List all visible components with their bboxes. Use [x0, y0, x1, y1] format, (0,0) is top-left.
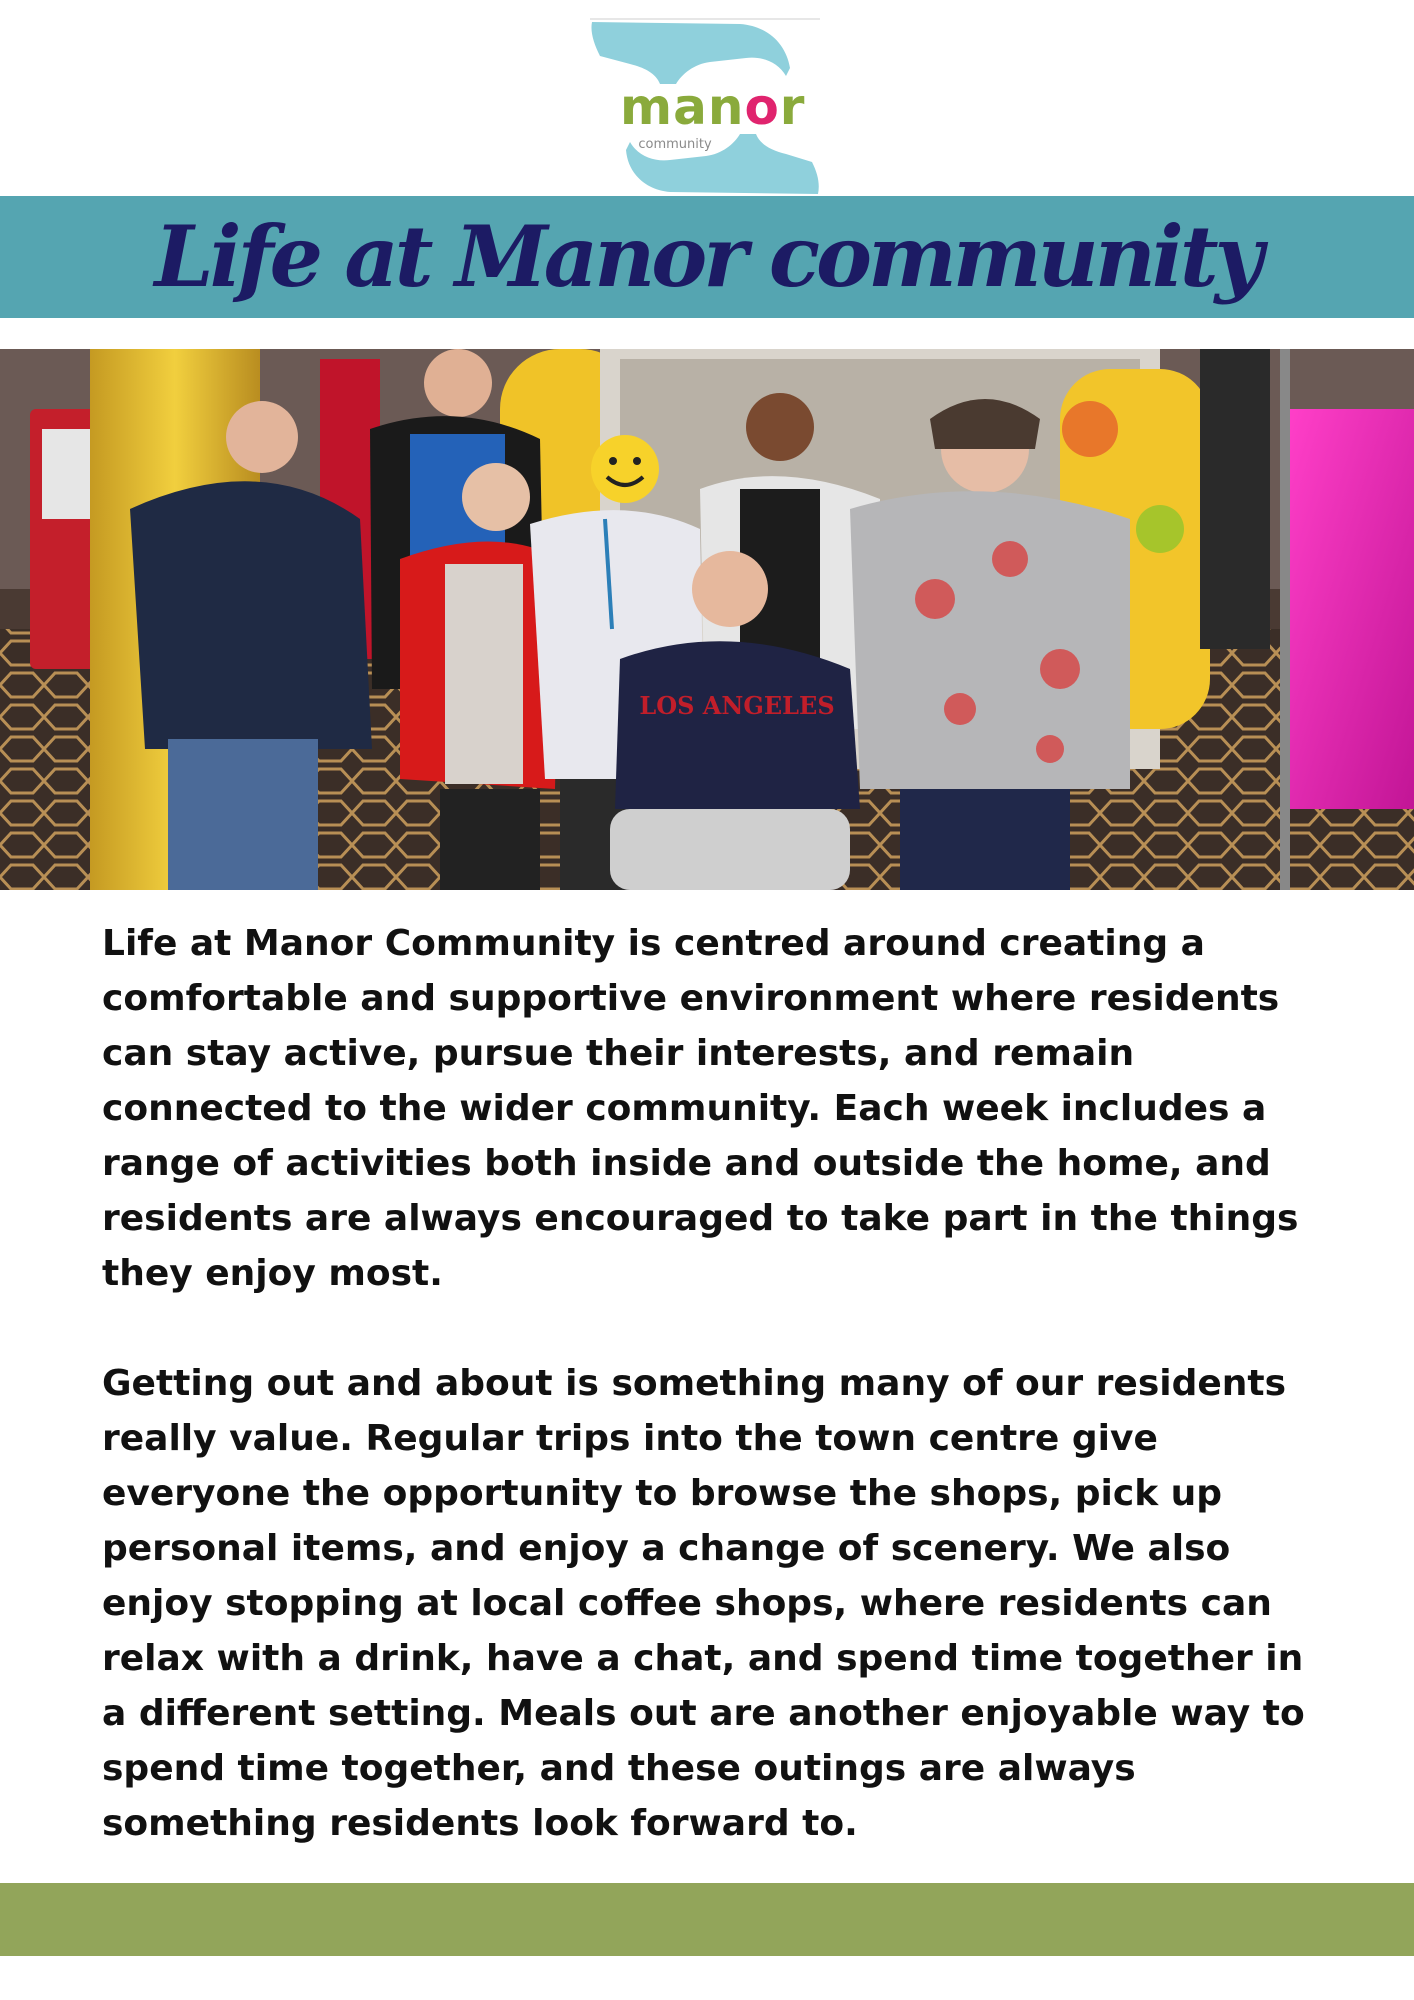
manor-community-logo [590, 18, 820, 196]
sweatshirt-text: LOS ANGELES [639, 691, 835, 720]
body-text [102, 916, 1332, 1851]
body-paragraph-2: Getting out and about is something many of our residents really value. Regular trips into the town centre give everyone the opportunity to browse the shops, pick up personal items, and enjoy a change of scenery. We also enjoy stopping at local coffee shops, where residents can relax with a drink, have a chat, and spend time together in a different setting. Meals out are another enjoyable way to spend time together, and these outings are always something residents look forward to. [102, 1363, 1305, 1844]
group-photo [0, 349, 1414, 890]
logo-word-start: man [620, 78, 745, 136]
logo-word-end: r [779, 78, 806, 136]
body-paragraph-1: Life at Manor Community is centred around creating a comfortable and supportive environment where residents can stay active, pursue their interests, and remain connected to the wider community. Each week includes a range of activities both inside and outside the home, and residents are always encouraged to take part in the things they enjoy most. [102, 923, 1299, 1294]
footer-band [0, 1883, 1414, 1956]
page-title: Life at Manor community [154, 207, 1260, 306]
logo-wordmark [620, 78, 806, 136]
logo-subtitle: community [638, 137, 712, 152]
logo-word-o: o [744, 78, 780, 136]
